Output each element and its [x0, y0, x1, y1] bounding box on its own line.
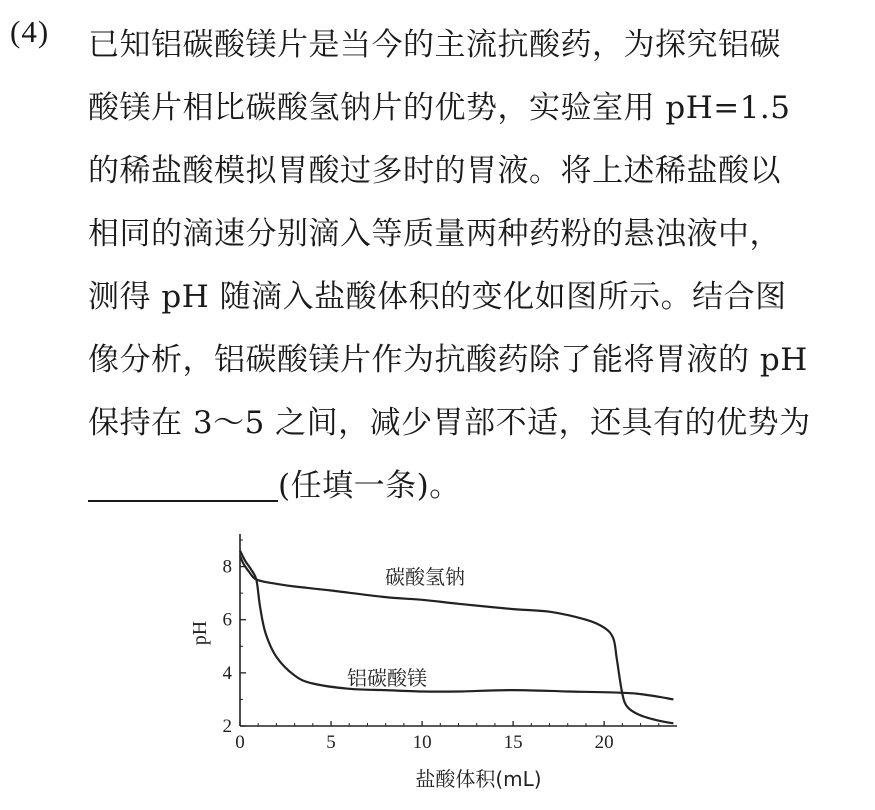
ph-chart-svg	[180, 528, 690, 805]
x-tick-label: 15	[503, 732, 523, 753]
x-tick-label: 5	[326, 732, 336, 753]
x-tick-label: 10	[412, 732, 432, 753]
y-tick-label: 4	[222, 662, 232, 684]
question-line: 保持在 3～5 之间，减少胃部不适，还具有的优势为	[88, 405, 811, 441]
answer-line	[88, 455, 863, 518]
y-tick-label: 8	[222, 556, 232, 578]
question-line: 相同的滴速分别滴入等质量两种药粉的悬浊液中，	[88, 216, 781, 252]
question-number: (4)	[10, 14, 50, 49]
question-body	[88, 14, 863, 518]
series-label-hydrotalcite: 铝碳酸镁	[347, 666, 427, 690]
y-axis-title: pH	[189, 620, 211, 646]
question-line: 酸镁片相比碳酸氢钠片的优势，实验室用 pH=1.5	[88, 90, 791, 126]
x-tick-label: 20	[594, 732, 614, 753]
question-line: 的稀盐酸模拟胃酸过多时的胃液。将上述稀盐酸以	[88, 153, 781, 189]
question-line: 已知铝碳酸镁片是当今的主流抗酸药，为探究铝碳	[88, 27, 781, 63]
answer-tail: (任填一条)。	[278, 468, 461, 504]
chart-labels	[189, 565, 542, 791]
ph-chart	[180, 528, 690, 805]
question-line: 测得 pH 随滴入盐酸体积的变化如图所示。结合图	[88, 279, 787, 315]
y-tick-label: 2	[222, 716, 232, 737]
y-tick-label: 6	[222, 609, 232, 631]
question-line: 像分析，铝碳酸镁片作为抗酸药除了能将胃液的 pH	[88, 342, 808, 378]
series-label-sodium-bicarbonate: 碳酸氢钠	[385, 565, 465, 589]
chart-axes	[240, 534, 677, 726]
answer-blank[interactable]	[88, 466, 278, 502]
x-tick-label: 0	[235, 732, 245, 753]
x-axis-title: 盐酸体积(mL)	[415, 767, 542, 791]
